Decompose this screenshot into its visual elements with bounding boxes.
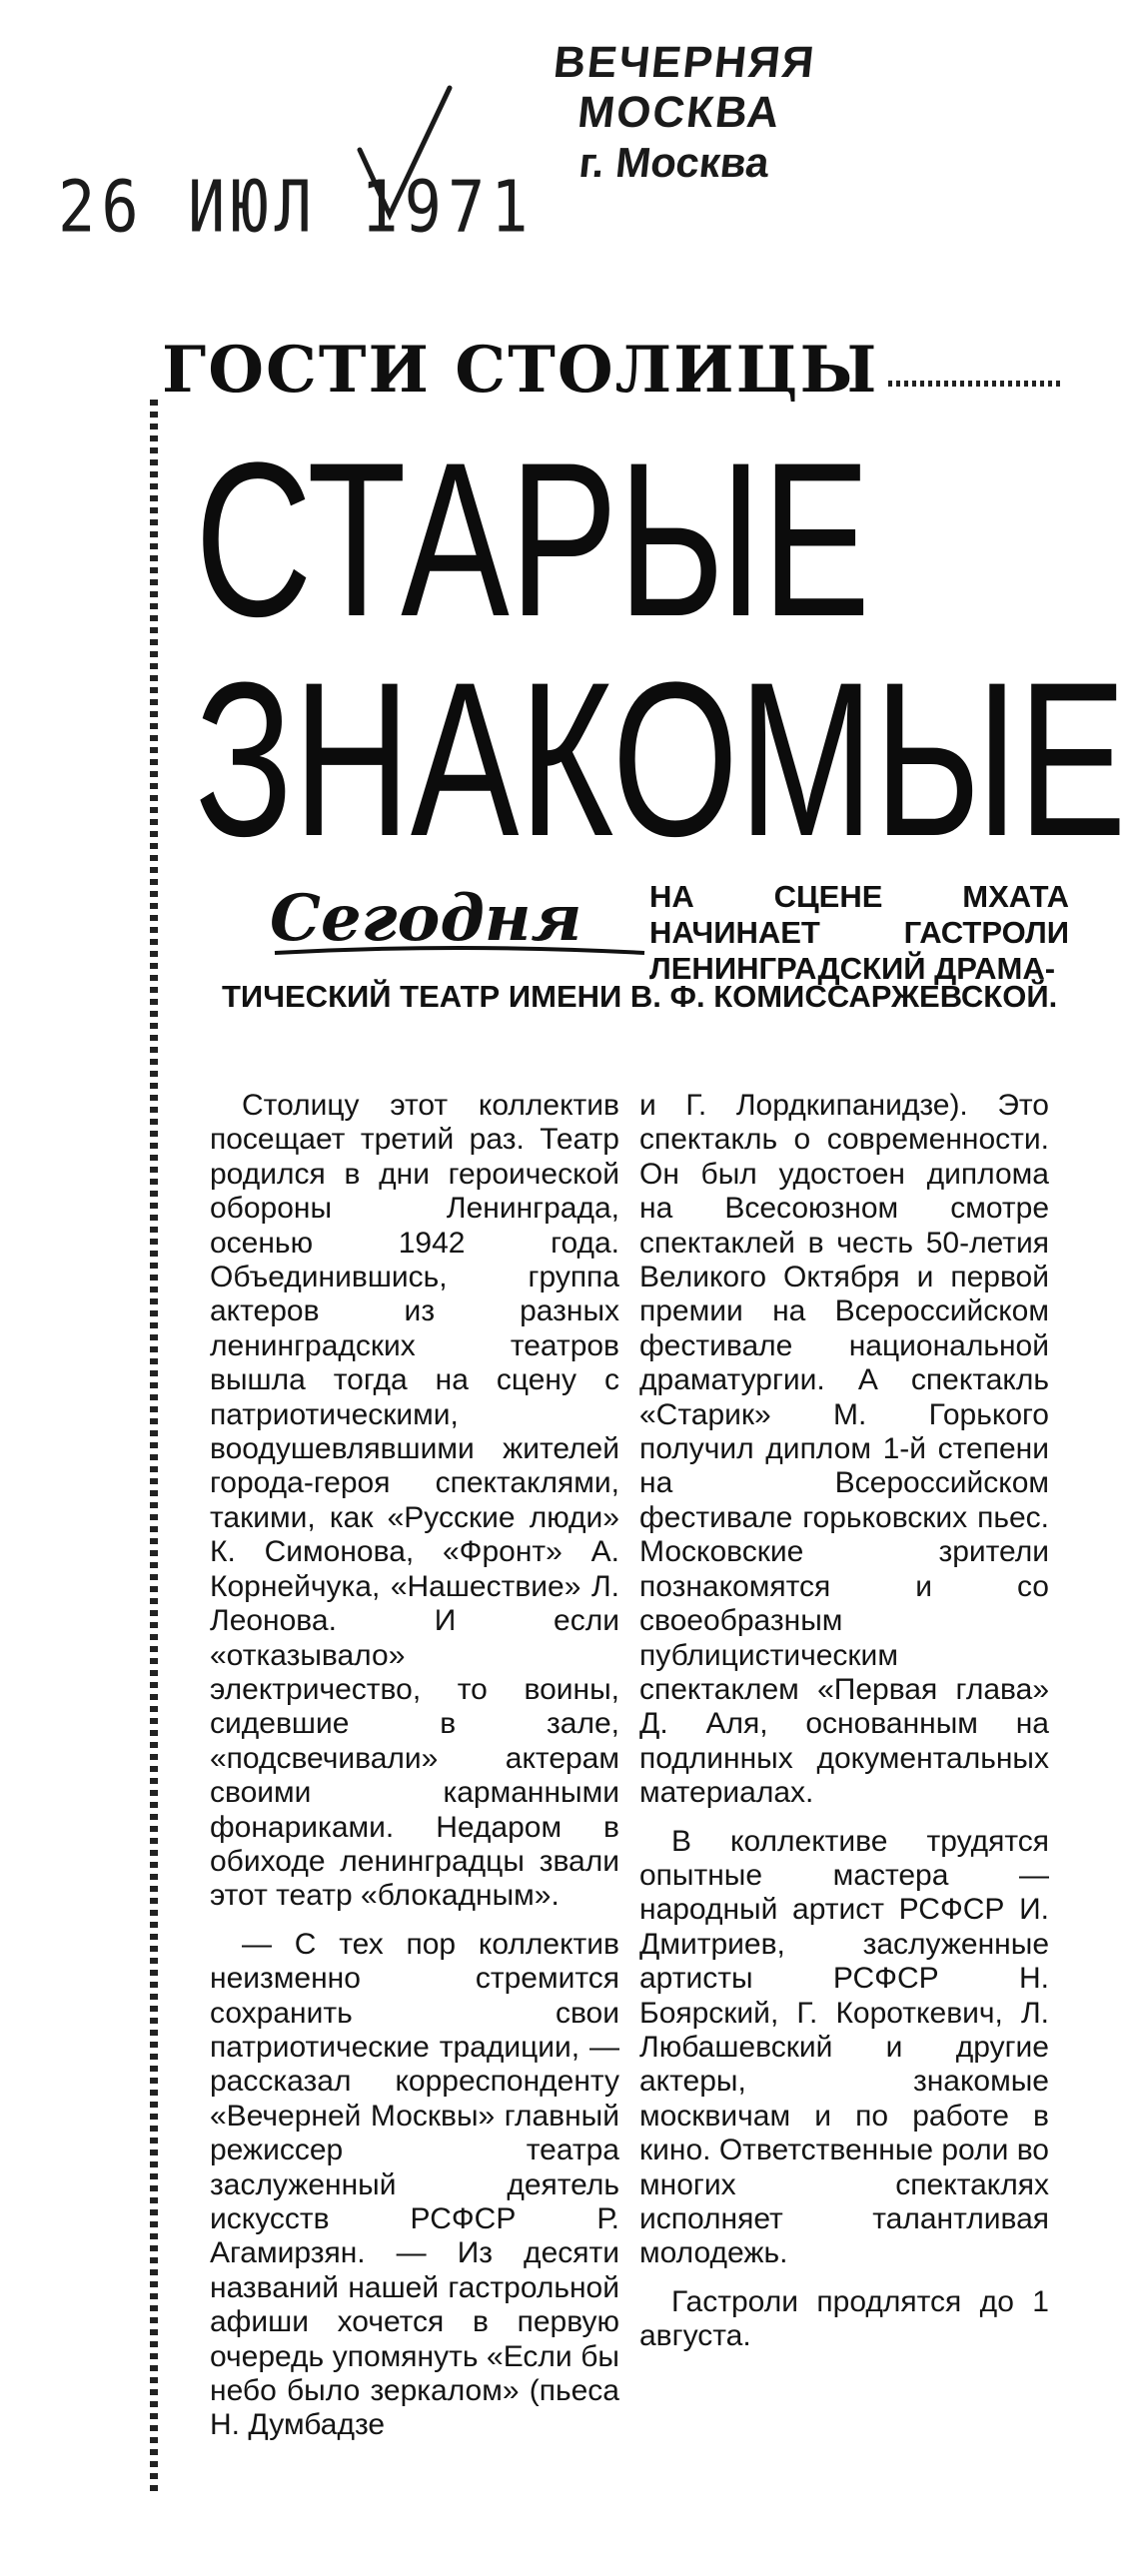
paragraph: Столицу этот коллектив посещает третий раз. Театр родился в дни героической обороны Ленинграда, осенью 1942 года. Объединившись, группа актеров из разных ленинградских театров вышла тогда на сцену с патриотическими, воодушевлявшими жителей города-героя спектаклями, такими, как «Русские люди» К. Симонова, «Фронт» А. Корнейчука, «Нашествие» Л. Леонова. И если «отказывало» электричество, то воины, сидевшие в зале, «подсвечивали» актерам своими карманными фонариками. Недаром в обиходе ленинградцы звали этот театр «блокадным». <box>210 1089 619 1913</box>
rubric-title: ГОСТИ СТОЛИЦЫ <box>162 332 879 408</box>
paragraph: В коллективе трудятся опытные мастера — народный артист РСФСР И. Дмитриев, заслуженные артисты РСФСР Н. Боярский, Г. Короткевич, Л. Любашевский и другие актеры, знакомые москвичам и по работе в кино. Ответственные роли во многих спектаклях исполняет талантливая молодежь. <box>639 1824 1049 2270</box>
lead-text-full: ТИЧЕСКИЙ ТЕАТР ИМЕНИ В. Ф. КОМИССАРЖЕВСКОЙ. <box>222 979 1058 1014</box>
stamp-newspaper-name: ВЕЧЕРНЯЯ МОСКВА <box>551 38 818 137</box>
date-stamp: 26 ИЮЛ 1971 <box>58 165 535 249</box>
dotted-column-rule <box>150 400 158 2497</box>
stamp-city: г. Москва <box>576 139 772 186</box>
headline-line-1: СТАРЫЕ <box>195 417 871 662</box>
lead-underline-icon <box>270 941 649 961</box>
paragraph: — С тех пор коллектив неизменно стремится сохранить свои патриотические традиции, — рассказал корреспонденту «Вечерней Москвы» главный режиссер театра заслуженный деятель искусств РСФСР Р. Агамирзян. — Из десяти названий нашей гастрольной афиши хочется в первую очередь упомянуть «Если бы небо было зеркалом» (пьеса Н. Думбадзе <box>210 1927 619 2442</box>
lead-text-right: НА СЦЕНЕ МХАТА НАЧИНАЕТ ГАСТРОЛИ ЛЕНИНГРАДСКИЙ ДРАМА- <box>649 879 1069 986</box>
checkmark-icon <box>350 80 460 230</box>
article-right-column <box>639 1089 1049 2354</box>
article-left-column <box>210 1089 619 2443</box>
lead-script-word: Сегодня <box>270 881 582 956</box>
headline-line-2: ЗНАКОМЫЕ <box>195 636 1127 882</box>
paragraph: Гастроли продлятся до 1 августа. <box>639 2284 1049 2353</box>
rubric-header <box>162 330 1061 410</box>
rubric-dotted-line <box>888 381 1061 387</box>
paragraph-continuation: и Г. Лордкипанидзе). Это спектакль о современности. Он был удостоен диплома на Всесоюзном смотре спектаклей в честь 50-летия Великого Октября и первой премии на Всероссийском фестивале национальной драматургии. А спектакль «Старик» М. Горького получил диплом 1-й степени на Всероссийском фестивале горьковских пьес. Московские зрители познакомятся и со своеобразным публицистическим спектаклем «Первая глава» Д. Аля, основанным на подлинных документальных материалах. <box>639 1089 1049 1810</box>
